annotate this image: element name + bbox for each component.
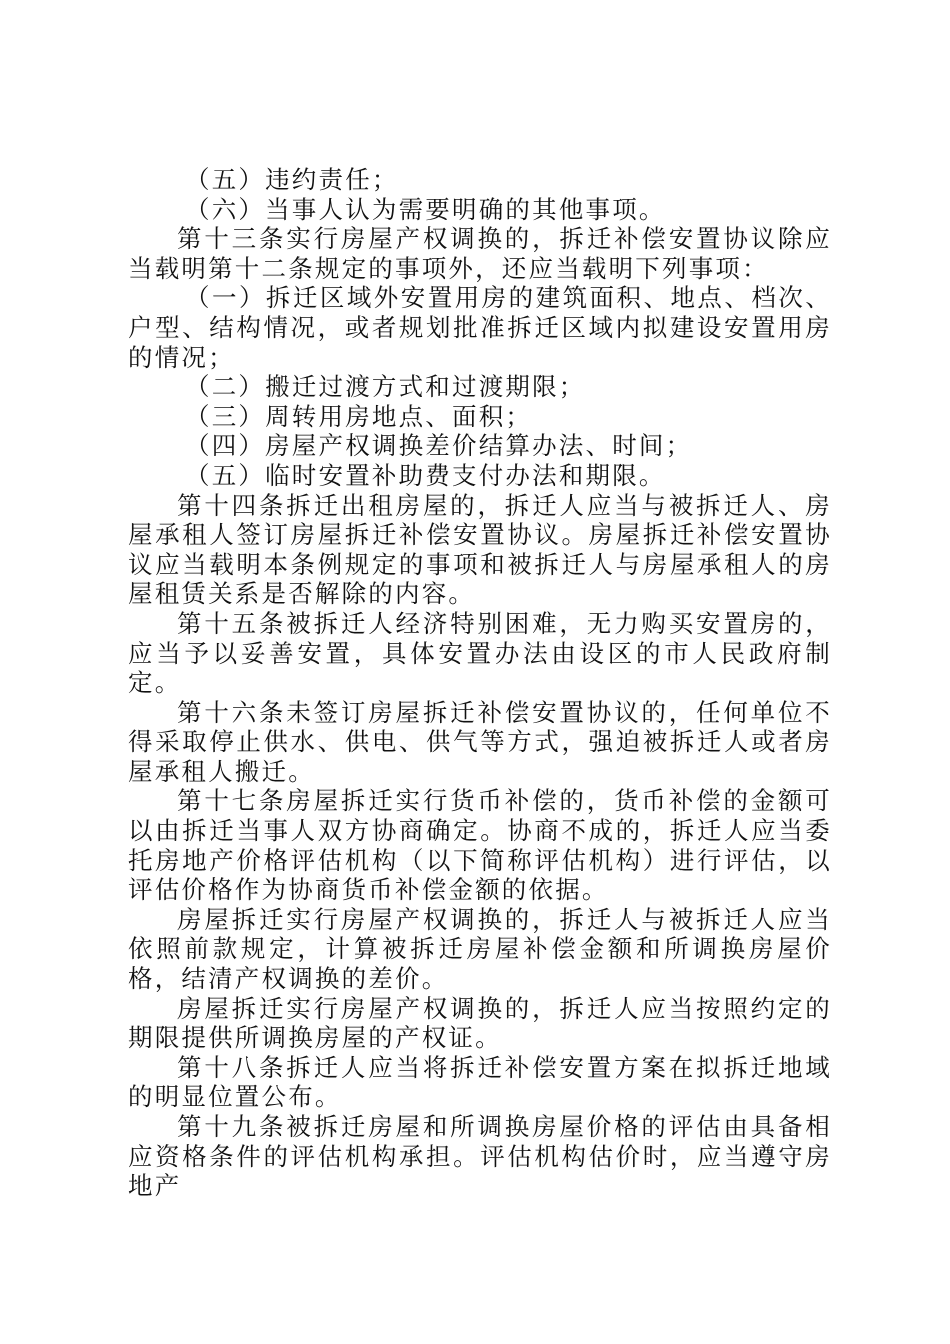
list-item: （二）搬迁过渡方式和过渡期限；: [185, 372, 586, 402]
article-paragraph: 第十四条拆迁出租房屋的，拆迁人应当与被拆迁人、房屋承租人签订房屋拆迁补偿安置协议。房屋拆迁补偿安置协议应当载明本条例规定的事项和被拆迁人与房屋承租人的房屋租赁关系是否解除的内容。: [128, 490, 832, 609]
list-item: （三）周转用房地点、面积；: [185, 401, 533, 431]
list-item: （四）房屋产权调换差价结算办法、时间；: [185, 431, 693, 461]
article-paragraph: 房屋拆迁实行房屋产权调换的，拆迁人应当按照约定的期限提供所调换房屋的产权证。: [128, 993, 832, 1053]
article-paragraph: 第十三条实行房屋产权调换的，拆迁补偿安置协议除应当载明第十二条规定的事项外，还应当载明下列事项：: [128, 224, 832, 283]
list-item: （六）当事人认为需要明确的其他事项。: [185, 194, 666, 224]
list-item: （一）拆迁区域外安置用房的建筑面积、地点、档次、户型、结构情况，或者规划批准拆迁区域内拟建设安置用房的情况；: [128, 283, 832, 372]
article-paragraph: 第十六条未签订房屋拆迁补偿安置协议的，任何单位不得采取停止供水、供电、供气等方式，强迫被拆迁人或者房屋承租人搬迁。: [128, 697, 832, 786]
article-paragraph: 房屋拆迁实行房屋产权调换的，拆迁人与被拆迁人应当依照前款规定，计算被拆迁房屋补偿金额和所调换房屋价格，结清产权调换的差价。: [128, 904, 832, 994]
list-item: （五）违约责任；: [185, 165, 399, 194]
list-item: （五）临时安置补助费支付办法和期限。: [185, 460, 666, 490]
article-paragraph: 第十八条拆迁人应当将拆迁补偿安置方案在拟拆迁地域的明显位置公布。: [128, 1052, 832, 1112]
article-paragraph: 第十五条被拆迁人经济特别困难，无力购买安置房的，应当予以妥善安置，具体安置办法由设区的市人民政府制定。: [128, 608, 832, 698]
document-body: [128, 165, 832, 1201]
article-paragraph: 第十七条房屋拆迁实行货币补偿的，货币补偿的金额可以由拆迁当事人双方协商确定。协商不成的，拆迁人应当委托房地产价格评估机构（以下简称评估机构）进行评估，以评估价格作为协商货币补偿金额的依据。: [128, 786, 832, 905]
article-paragraph: 第十九条被拆迁房屋和所调换房屋价格的评估由具备相应资格条件的评估机构承担。评估机构估价时，应当遵守房地产: [128, 1112, 832, 1201]
